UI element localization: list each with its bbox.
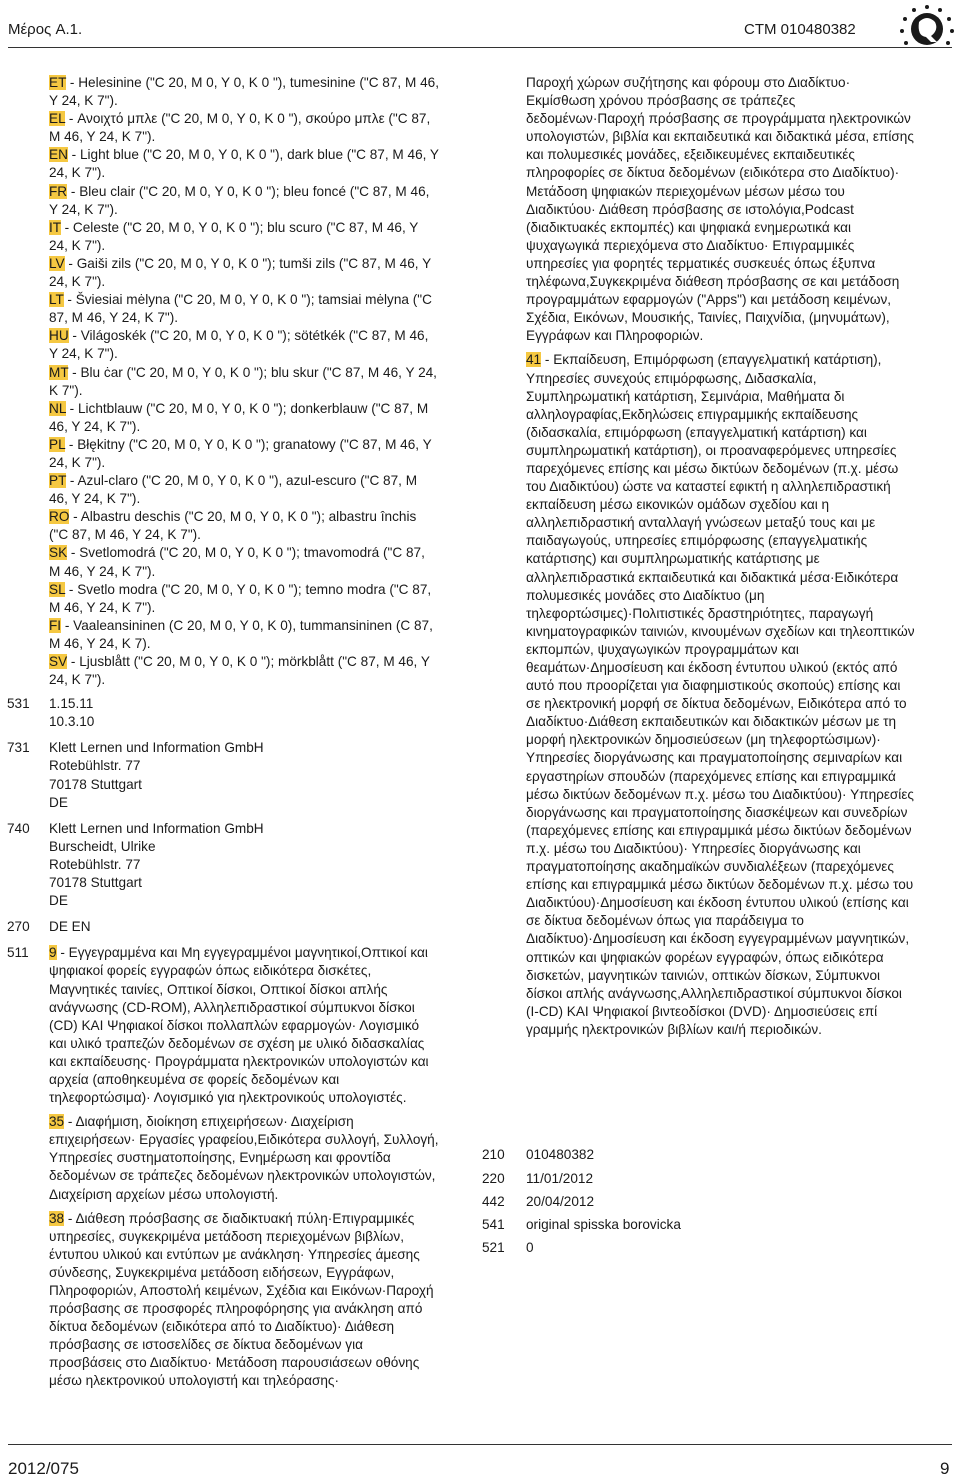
field-code: 531	[7, 696, 30, 712]
field-code: 541	[482, 1217, 505, 1232]
ctm-number: CTM 010480382	[744, 21, 856, 38]
translation-nl: NL - Lichtblauw ("C 20, M 0, Y 0, K 0 "); donkerblauw ("C 87, M 46, Y 24, K 7").	[49, 400, 429, 434]
field-value: DE	[49, 794, 68, 810]
field-value: 1.15.11	[49, 696, 94, 712]
class-41: 41 - Εκπαίδευση, Επιμόρφωση (επαγγελματική κατάρτιση), Υπηρεσίες συνεχούς επιμόρφωσης, Διδασκαλία, Συμπληρωματική κατάρτιση, Σεμινάρια, Μαθήματα δι αλληλογραφίας,Εκδηλώσεις επιγραμμικής εκπαίδευσης (διδασκαλία, επιμόρφωση (επαγγελματική κατάρτιση) και συμπληρωματική κατάρτιση), οι προαναφερόμενες υπηρεσίες παρεχόμενες επίσης και μέσω δικτύων δεδομένων (π.χ. μέσω του Διαδικτύου) ώστε να καταστεί εφικτή η αλληλεπιδραστική εκπαίδευση μέσω εικονικών ομάδων σχεδίου και η αλληλεπιδραστική ανταλλαγή γνώσεων μεταξύ τους και με παιδαγωγούς, υπηρεσίες επιμόρφωσης (επαγγελματικής κατάρτισης) και συμπληρωματικής κατάρτισης με αλληλεπιδραστικά εκπαιδευτικά και διδακτικά μέσα·Ειδικότερα πολυμεσικές μονάδες στο Διαδίκτυο (μη τηλεφορτώσιμες)·Πολιτιστικές δραστηριότητες, παραγωγή κινηματογραφικών ταινιών, κινουμένων σχεδίων και τηλεοπτικών εκπομπών, ψυχαγωγικών προγραμμάτων και θεαμάτων·Δημοσίευση και έκδοση έντυπου υλικού (εκτός από αυτό που προορίζεται για διαφημιστικούς σκοπούς) επίσης και σε ηλεκτρονική μορφή σε δίκτυα δεδομένων, Ειδικότερα από το Διαδίκτυο·Διάθεση εκπαιδευτικών και διδακτικών μέσων με τη μορφή ηλεκτρονικών δημοσιεύσεων (μη τηλεφορτώσιμων)· Υπηρεσίες διοργάνωσης και πραγματοποίησης σεμιναρίων και εργαστηρίων σπουδών (παρεχόμενες επίσης και επιγραμμικά μέσω δικτύων δεδομένων π.χ. μέσω του Διαδικτύου)· Υπηρεσίες διοργάνωσης και πραγματοποίησης διασκέψεων και συνεδρίων (παρεχόμενες επίσης και επιγραμμικά μέσω δικτύων δεδομένων π.χ. μέσω του Διαδικτύου)· Υπηρεσίες διοργάνωσης και πραγματοποίησης ακαδημαϊκών συνδιαλέξεων (παρεχόμενες επίσης και επιγραμμικά μέσω δικτύων δεδομένων π.χ. μέσω του Διαδικτύου)·Δημοσίευση και έκδοση έντυπου υλικού (επίσης και σε δίκτυα δεδομένων όπως για παράδειγμα το Διαδίκτυο)·Δημοσίευση και έκδοση εγγεγραμμένων μαγνητικών, οπτικών και ψηφιακών φορέων εγγραφών, όπως ειδικότερα δισκετών, μαγνητικών ταινιών, οπτικών δίσκων, Σύμπυκνοι δίσκοι απλής ανάγνωσης,Αλληλεπιδραστικοί σύμπυκνοι δίσκοι (I-CD) ΚΑΙ Ψηφιακοί βιντεοδίσκοι (DVD)· Δημοσιεύσεις επί γραμμής ηλεκτρονικών βιβλίων και/ή περιοδικών.	[526, 352, 915, 1037]
header-rule	[8, 47, 952, 48]
field-531	[7, 695, 439, 731]
field-value: 0	[526, 1240, 534, 1255]
translation-el: EL - Ανοιχτό μπλε ("C 20, M 0, Y 0, K 0 "), σκούρο μπλε ("C 87, M 46, Y 24, K 7").	[49, 111, 431, 145]
translation-it: IT - Celeste ("C 20, M 0, Y 0, K 0 "); blu scuro ("C 87, M 46, Y 24, K 7").	[49, 219, 419, 253]
field-731	[7, 739, 439, 811]
translation-pl: PL - Błękitny ("C 20, M 0, Y 0, K 0 "); granatowy ("C 87, M 46, Y 24, K 7").	[49, 436, 432, 470]
field-value: 70178 Stuttgart	[49, 875, 142, 891]
class-38-continuation: Παροχή χώρων συζήτησης και φόρουμ στο Διαδίκτυο· Εκμίσθωση χρόνου πρόσβασης σε τράπεζες δεδομένων·Παροχή πρόσβασης σε προγράμματα ηλεκτρονικών υπολογιστών, βιβλία και εκπαιδευτικά και διδακτικά μέσα, επίσης και πολυμεσικές μονάδες, εξειδικευμένες εκπαιδευτικές πληροφορίες σε δίκτυα δεδομένων (ειδικότερα στο Διαδίκτυο)· Μετάδοση ψηφιακών περιεχομένων μέσων μέσω του Διαδικτύου· Διάθεση πρόσβασης σε ιστολόγια,Podcast (διαδικτυακές εκπομπές) και ψηφιακά ενημερωτικά και ψυχαγωγικά περιεχόμενα στο Διαδίκτυο· Επιγραμμικές υπηρεσίες για φορητές τερματικές συσκευές όπως έξυπνα τηλέφωνα,Συγκεκριμένα διάθεση πρόσβασης σε και μετάδοση προγραμμάτων εφαρμογών ("Apps") και μετάδοση κειμένων, Σχέδια, Εικόνων, Μουσικής, Ταινίες, Παιχνίδια, (μηνυμάτων), Εγγράφων και Πληροφοριών.	[526, 75, 914, 344]
translation-en: EN - Light blue ("C 20, M 0, Y 0, K 0 "), dark blue ("C 87, M 46, Y 24, K 7").	[49, 147, 439, 181]
translation-mt: MT - Blu ċar ("C 20, M 0, Y 0, K 0 "); blu skur ("C 87, M 46, Y 24, K 7").	[49, 364, 437, 398]
right-column	[526, 74, 916, 1039]
meta-442	[482, 1193, 906, 1211]
meta-210	[482, 1146, 906, 1164]
field-740	[7, 820, 439, 910]
field-value: original spisska borovicka	[526, 1217, 681, 1232]
translation-fr: FR - Bleu clair ("C 20, M 0, Y 0, K 0 "); bleu foncé ("C 87, M 46, Y 24, K 7").	[49, 183, 430, 217]
field-code: 731	[7, 740, 30, 756]
field-value: Rotebühlstr. 77	[49, 856, 141, 872]
field-value: 20/04/2012	[526, 1194, 595, 1209]
field-code: 511	[7, 945, 29, 961]
translation-sl: SL - Svetlo modra ("C 20, M 0, Y 0, K 0 "); temno modra ("C 87, M 46, Y 24, K 7").	[49, 581, 432, 615]
field-code: 210	[482, 1147, 505, 1162]
field-value: DE	[49, 893, 68, 909]
translation-sk: SK - Svetlomodrá ("C 20, M 0, Y 0, K 0 "); tmavomodrá ("C 87, M 46, Y 24, K 7").	[49, 545, 425, 579]
translation-et: ET - Helesinine ("C 20, M 0, Y 0, K 0 "), tumesinine ("C 87, M 46, Y 24, K 7").	[49, 75, 439, 109]
field-code: 740	[7, 820, 30, 836]
field-270	[7, 918, 439, 936]
field-value: 010480382	[526, 1147, 595, 1162]
field-code: 270	[7, 919, 30, 935]
field-value: 70178 Stuttgart	[49, 776, 142, 792]
translation-fi: FI - Vaaleansininen (C 20, M 0, Y 0, K 0), tummansininen (C 87, M 46, Y 24, K 7).	[49, 617, 433, 651]
left-column	[7, 74, 439, 1393]
field-value: Burscheidt, Ulrike	[49, 838, 156, 854]
field-value: Klett Lernen und Information GmbH	[49, 820, 264, 836]
translation-hu: HU - Világoskék ("C 20, M 0, Y 0, K 0 "); sötétkék ("C 87, M 46, Y 24, K 7").	[49, 328, 429, 362]
page-number: 9	[940, 1459, 950, 1478]
meta-220	[482, 1170, 906, 1188]
field-code: 521	[482, 1240, 505, 1255]
field-value: Rotebühlstr. 77	[49, 758, 141, 774]
field-value: DE EN	[49, 919, 91, 935]
part-label: Μέρος A.1.	[8, 21, 83, 38]
translation-pt: PT - Azul-claro ("C 20, M 0, Y 0, K 0 "), azul-escuro ("C 87, M 46, Y 24, K 7").	[49, 473, 418, 507]
bulletin-number: 2012/075	[8, 1459, 79, 1478]
footer-rule	[8, 1444, 952, 1445]
translation-ro: RO - Albastru deschis ("C 20, M 0, Y 0, K 0 "); albastru închis ("C 87, M 46, Y 24, K 7").	[49, 509, 417, 543]
translation-sv: SV - Ljusblått ("C 20, M 0, Y 0, K 0 "); mörkblått ("C 87, M 46, Y 24, K 7").	[49, 654, 430, 688]
field-511	[7, 944, 439, 1390]
field-value: Klett Lernen und Information GmbH	[49, 740, 264, 756]
meta-541	[482, 1216, 906, 1234]
class-9: 9 - Εγγεγραμμένα και Μη εγγεγραμμένοι μαγνητικοί,Οπτικοί και ψηφιακοί φορείς εγγραφών όπως ειδικότερα δισκέτες, Μαγνητικές ταινίες, Οπτικοί δίσκοι, Οπτικοί δίσκοι απλής ανάγνωσης (CD-ROM), Αλληλεπιδραστικοί σύμπυκνοι δίσκοι (CD) ΚΑΙ Ψηφιακοί δίσκοι πολλαπλών εφαρμογών· Λογισμικό και υλικό τραπεζών δεδομένων σε σχέση με υλικό διδασκαλίας και εκπαίδευσης· Προγράμματα ηλεκτρονικών υπολογιστών και αρχεία (αποθηκευμένα σε φορείς δεδομένων και τηλεφορτώσιμα)· Λογισμικό για ηλεκτρονικούς υπολογιστές.	[49, 945, 429, 1106]
translation-lv: LV - Gaiši zils ("C 20, M 0, Y 0, K 0 "); tumši zils ("C 87, M 46, Y 24, K 7").	[49, 255, 431, 290]
translations-list	[49, 74, 439, 689]
class-38: 38 - Διάθεση πρόσβασης σε διαδικτυακή πύλη·Επιγραμμικές υπηρεσίες, συγκεκριμένα μετάδοση περιεχομένων βιβλίων, έντυπου υλικού και εντύπων με ανάκληση· Υπηρεσίες άμεσης σύνδεσης, Συγκεκριμένα μετάδοση ειδήσεων, Εγγράφων, Πληροφοριών, Αποστολή κειμένων, Σχέδια και Εικόνων·Παροχή πρόσβασης σε προσφορές πληροφόρησης για ανάκληση από δίκτυα δεδομένων (ειδικότερα από το Διαδίκτυο)· Διάθεση πρόσβασης σε ιστοσελίδες σε δίκτυα δεδομένων για προσβάσεις στο Διαδίκτυο· Μετάδοση παρουσιάσεων οθόνης μέσω ηλεκτρονικού υπολογιστή και τηλεόρασης·	[49, 1210, 434, 1389]
field-code: 442	[482, 1194, 505, 1209]
class-35: 35 - Διαφήμιση, διοίκηση επιχειρήσεων· Διαχείριση επιχειρήσεων· Εργασίες γραφείου,Ειδικότερα συλλογή, Συλλογή, Υπηρεσίες συστηματοποίησης, Ενημέρωση και φροντίδα δεδομένων σε τράπεζες δεδομένων ηλεκτρονικών υπολογιστών, Διαχείριση αρχείων μέσω υπολογιστή.	[49, 1114, 439, 1202]
field-code: 220	[482, 1171, 505, 1186]
translation-lt: LT - Šviesiai mėlyna ("C 20, M 0, Y 0, K 0 "); tamsiai mėlyna ("C 87, M 46, Y 24, K 7").	[49, 292, 432, 326]
field-value: 11/01/2012	[526, 1171, 594, 1186]
field-value: 10.3.10	[49, 714, 95, 730]
meta-521	[482, 1239, 906, 1257]
